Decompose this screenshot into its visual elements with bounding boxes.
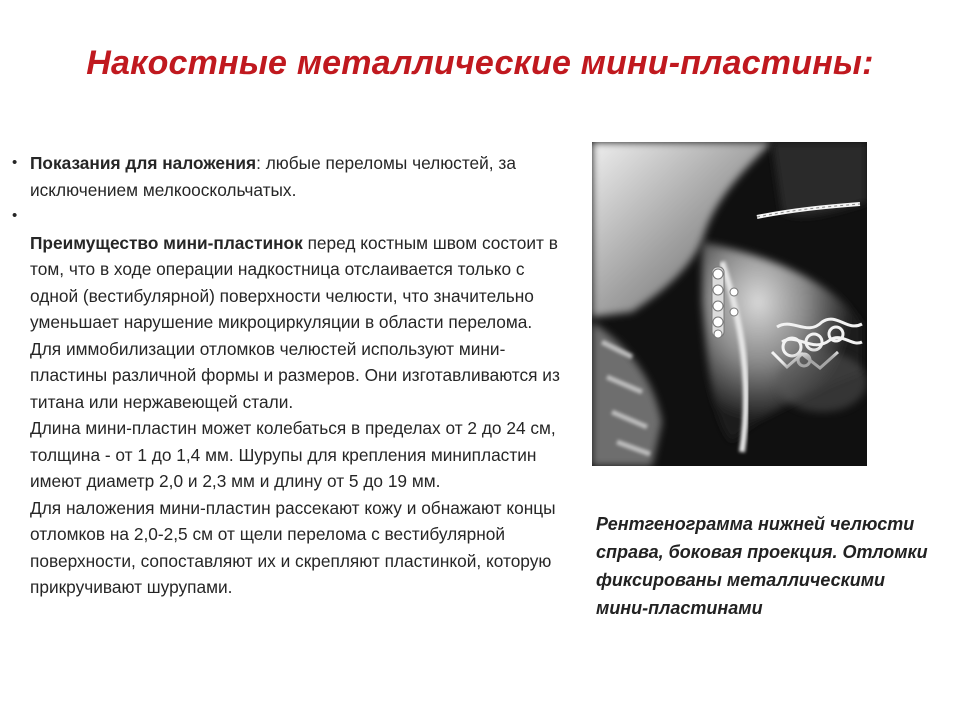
xray-image <box>592 142 867 466</box>
bullet-marker: • <box>12 154 18 171</box>
image-caption: Рентгенограмма нижней челюсти справа, боковая проекция. Отломки фиксированы металлическими мини-пластинами <box>596 514 928 618</box>
bullet-marker: • <box>12 207 18 224</box>
paragraph-procedure: Для наложения мини-пластин рассекают кожу и обнажают концы отломков на 2,0-2,5 см от щели перелома с вестибулярной поверхности, сопоставляют их и скрепляют пластинкой, которую прикручивают шурупами. <box>30 497 556 597</box>
bullet-advantage <box>12 203 572 336</box>
paragraph-immobilization: Для иммобилизации отломков челюстей используют мини-пластины различной формы и размеров. Они изготавливаются из титана или нержавеющей стали. <box>30 338 560 412</box>
indications-text: : любые переломы челюстей, за исключением мелкооскольчатых. <box>30 153 516 200</box>
advantage-text: перед костным швом состоит в том, что в ходе операции надкостница отслаивается только с одной (вестибулярной) поверхности челюсти, что значительно уменьшает нарушение микроциркуляции в области перелома. <box>30 232 558 332</box>
body-text <box>12 150 572 601</box>
slide-title: Накостные металлические мини-пластины: <box>86 44 874 82</box>
paragraph-dimensions: Длина мини-пластин может колебаться в пределах от 2 до 24 см, толщина - от 1 до 1,4 мм. Шурупы для крепления минипластин имеют диаметр 2,0 и 2,3 мм и длину от 5 до 19 мм. <box>30 418 556 491</box>
advantage-label: Преимущество мини-пластинок <box>30 232 303 253</box>
bullet-indications <box>12 150 572 203</box>
xray-illustration <box>592 142 867 466</box>
indications-label: Показания для наложения <box>30 153 257 173</box>
